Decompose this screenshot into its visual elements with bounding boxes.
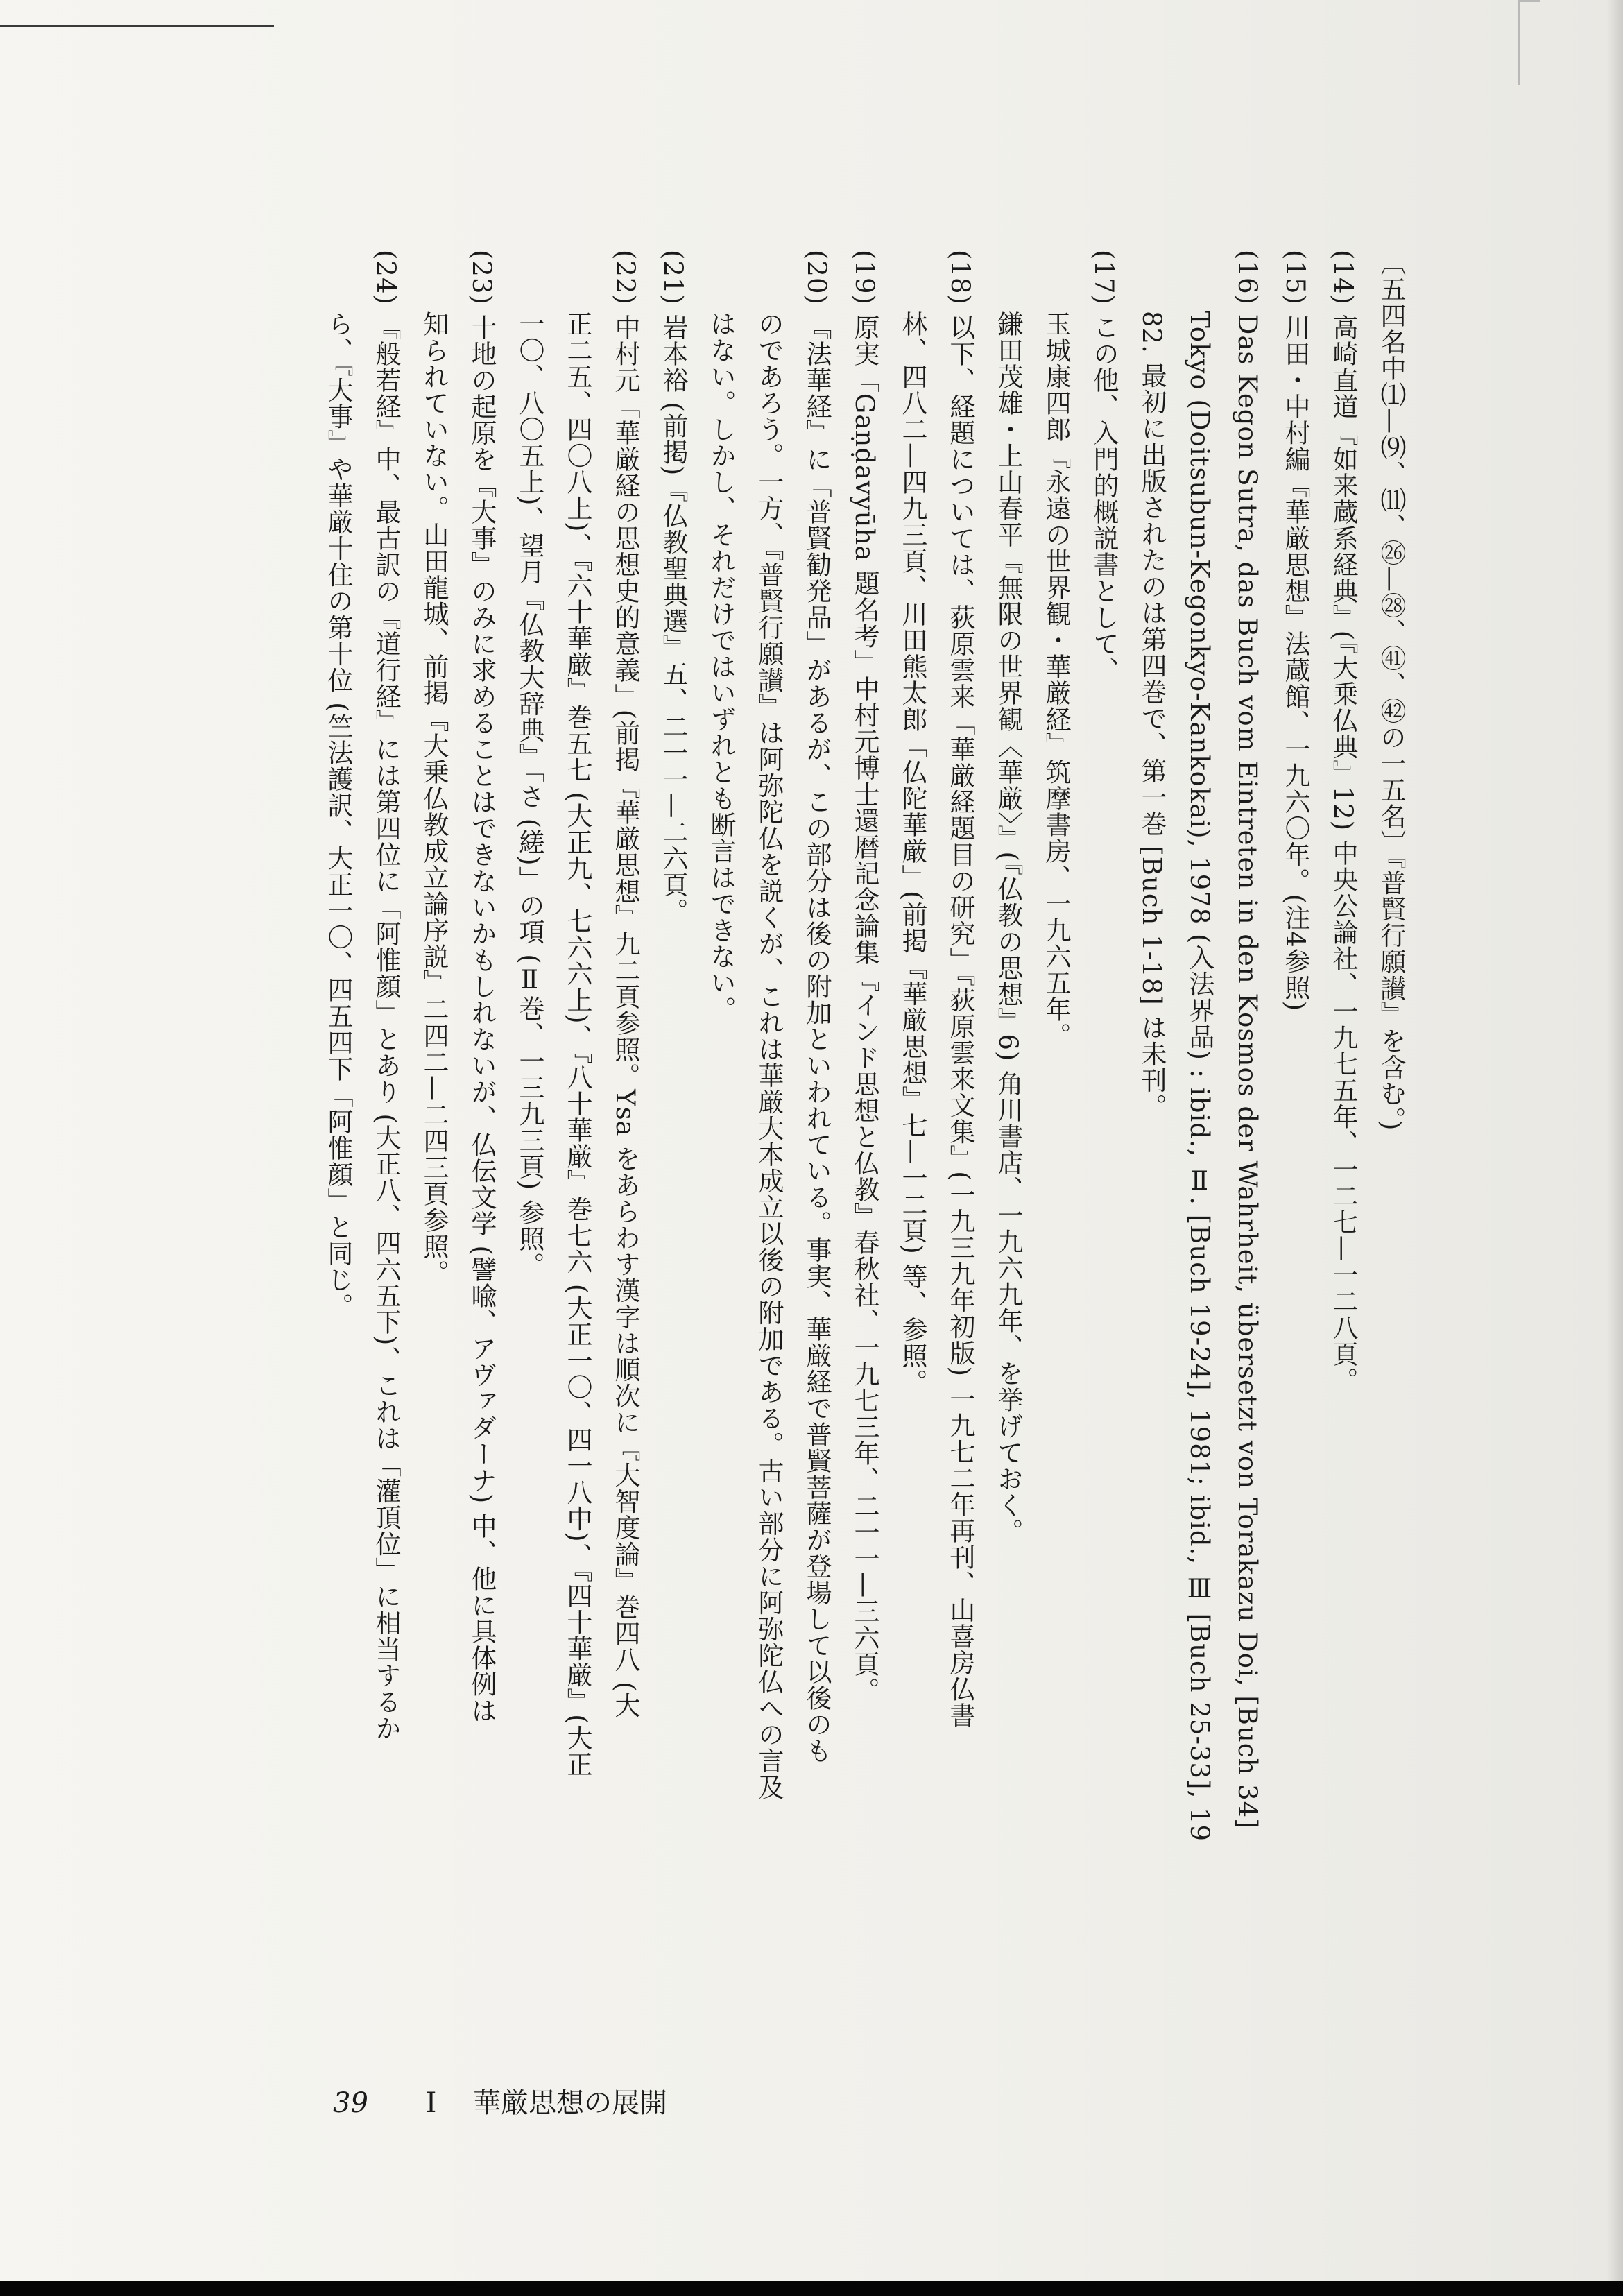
note-21: (21) 岩本裕 (前掲)『仏教聖典選』五、二一一—二六頁。 (658, 250, 688, 925)
scan-bottom-border (0, 2281, 1623, 2296)
top-rule (0, 25, 274, 27)
note-14: (14) 高崎直道『如来蔵系経典』(『大乗仏典』12) 中央公論社、一九七五年、一二七—一二八頁。 (1328, 250, 1358, 1394)
note-20: (20) 『法華経』に「普賢勧発品」があるが、この部分は後の附加といわれている。事実、華厳経で普賢菩薩が登場して以後のも (802, 250, 832, 1764)
note-15: (15) 川田・中村編『華厳思想』法蔵館、一九六〇年。(注4参照) (1280, 250, 1310, 1012)
note-22: (22) 中村元「華厳経の思想史的意義」(前掲『華厳思想』九二頁参照。Ysa をあらわす漢字は順次に『大智度論』巻四八 (大 (610, 250, 640, 1719)
scan-edge-mark (1518, 0, 1540, 85)
note-24-cont: ら、『大事』や華厳十住の第十位 (竺法護訳、大正一〇、四五四下「阿惟顔」と同じ。 (323, 311, 353, 1319)
endnotes-column-block (314, 250, 1415, 1894)
section-number: I (425, 2087, 437, 2119)
note-16-cont-1: Tokyo (Doitsubun-Kegonkyo-Kankokai), 1978 (入法界品) : ibid., Ⅱ. [Buch 19-24], 1981; ibid., Ⅲ [Buch 25-33], 19 (1185, 311, 1214, 1842)
page-edge-shadow (1606, 0, 1623, 2296)
note-23: (23) 十地の起原を『大事』のみに求めることはできないかもしれないが、仏伝文学 (譬喩、アヴァダーナ) 中、他に具体例は (467, 250, 497, 1724)
note-18-cont: 林、四八二—四九三頁、川田熊太郎「仏陀華厳」(前掲『華厳思想』七—一二頁) 等、参照。 (898, 311, 927, 1396)
note-20-cont-2: はない。しかし、それだけではいずれとも断言はできない。 (706, 311, 736, 1022)
note-19: (19) 原実「Gaṇḍavyūha 題名考」中村元博士還暦記念論集『インド思想と仏教』春秋社、一九七三年、二一一—三六頁。 (850, 250, 879, 1704)
note-22-cont-2: 一〇、八〇五上)、望月『仏教大辞典』「さ (縒)」の項 (Ⅱ巻、一三九三頁) 参照。 (515, 311, 544, 1278)
note-17-item-1: 玉城康四郎『永遠の世界観・華厳経』筑摩書房、一九六五年。 (1041, 311, 1071, 1049)
note-16: (16) Das Kegon Sutra, das Buch vom Eintreten in den Kosmos der Wahrheit, übersetzt von Torakazu Doi, [Buch 34] (1233, 250, 1262, 1829)
note-17-item-2: 鎌田茂雄・上山春平『無限の世界観〈華厳〉』(『仏教の思想』6) 角川書店、一九六九年、を挙げておく。 (993, 311, 1023, 1545)
note-22-cont-1: 正二五、四〇八上)、『六十華厳』巻五七 (大正九、七六六上)、『八十華厳』巻七六 (大正一〇、四一八中)、『四十華厳』(大正 (563, 311, 592, 1778)
note-20-cont-1: のであろう。一方、『普賢行願讃』は阿弥陀仏を説くが、これは華厳大本成立以後の附加である。古い部分に阿弥陀仏への言及 (754, 311, 784, 1801)
page-footer (333, 2081, 667, 2121)
note-17: (17) この他、入門的概説書として、 (1089, 250, 1119, 683)
note-16-cont-2: 82. 最初に出版されたのは第四巻で、第一巻 [Buch 1-18] は未刊。 (1137, 311, 1167, 1120)
note-line: 〔五四名中⑴—⑼、⑾、㉖—㉘、㊶、㊷の一五名〕『普賢行願讃』を含む。) (1376, 250, 1406, 1131)
section-title: 華厳思想の展開 (473, 2087, 668, 2119)
note-23-cont: 知られていない。山田龍城、前掲『大乗仏教成立論序説』二四二—二四三頁参照。 (419, 311, 449, 1286)
page-number: 39 (333, 2087, 368, 2119)
note-18: (18) 以下、経題については、荻原雲来「華厳経題目の研究」『荻原雲来文集』(一九三九年初版) 一九七二年再刊、山喜房仏書 (945, 250, 975, 1729)
note-24: (24) 『般若経』中、最古訳の『道行経』には第四位に「阿惟顔」とあり (大正八、四六五下)、これは「灌頂位」に相当するか (371, 250, 401, 1742)
